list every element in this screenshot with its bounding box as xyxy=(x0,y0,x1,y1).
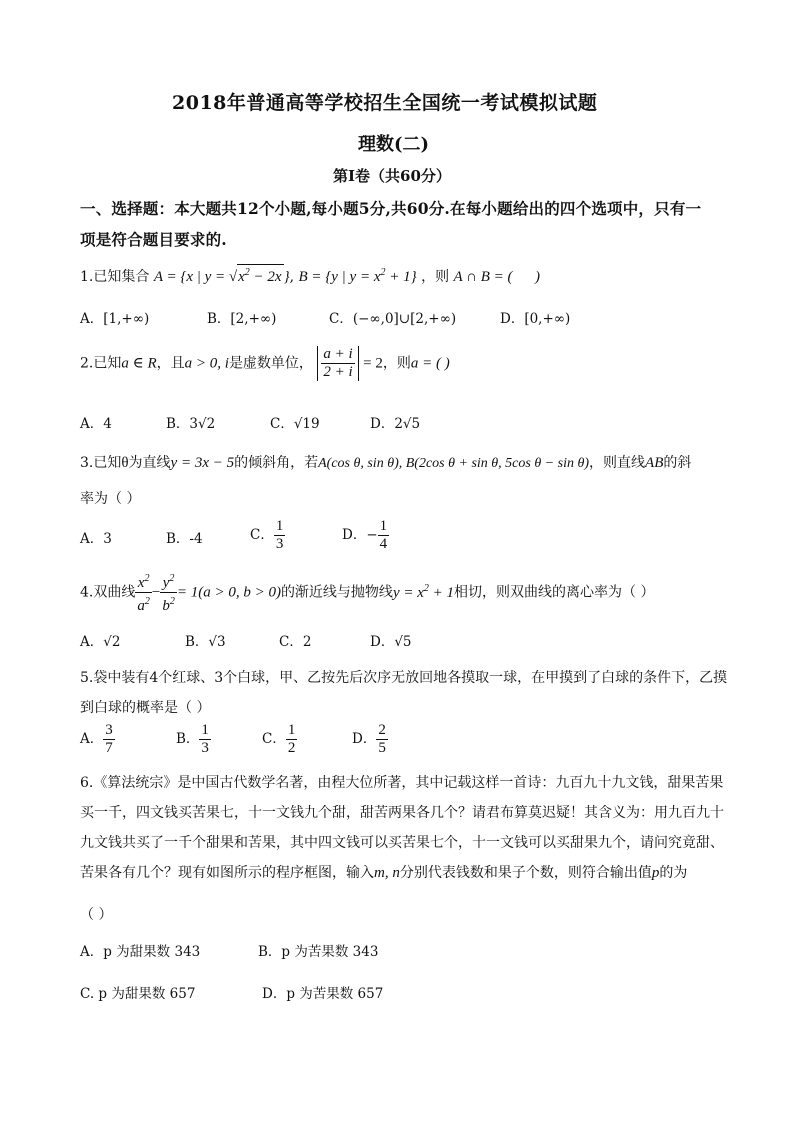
q3-text-e: 的斜 xyxy=(663,455,692,471)
q2-option-b: B．3√2 xyxy=(166,416,216,432)
q4-frac-x: $\frac{x^2}{a^2}$ xyxy=(135,570,152,615)
q1-option-a: A．[1,+∞) xyxy=(80,311,150,327)
q6-p: p xyxy=(651,865,660,881)
question-5-line2: 到白球的概率是（ ） xyxy=(80,700,211,716)
q3-option-b: B．-4 xyxy=(166,531,203,547)
q4-hyperbola-cond: = 1(a > 0, b > 0) xyxy=(176,584,281,601)
question-6-line1: 6.《算法统宗》是中国古代数学名著，由程大位所著，其中记载这样一首诗：九百九十九文钱，甜果苦果 xyxy=(80,775,724,791)
question-6-line4 xyxy=(80,862,687,882)
q3-option-d: D．− $\frac{1}{4}$ xyxy=(342,518,388,552)
q1-option-d: D．[0,+∞) xyxy=(500,311,571,327)
exam-title: 2018年普通高等学校招生全国统一考试模拟试题 xyxy=(172,92,598,114)
q2-cond2: a > 0, i xyxy=(184,355,229,372)
q4-parabola: $y = x^2 + 1$ xyxy=(392,582,454,601)
question-3-stem xyxy=(80,452,691,472)
volume-heading: 第Ⅰ卷（共60分） xyxy=(333,167,451,185)
q6-text-a: 苦果各有几个？现有如图所示的程序框图，输入 xyxy=(80,865,374,881)
q4-frac-y: $\frac{y^2}{b^2}$ xyxy=(160,570,177,615)
question-6-line3: 九文钱共买了一千个甜果和苦果，其中四文钱可以买苦果七个，十一文钱可以买甜果九个，请问究竟甜、 xyxy=(80,835,724,851)
q2-text-b: ，且 xyxy=(156,355,185,372)
q2-option-a: A．4 xyxy=(80,416,112,432)
q3-text-b: 为直线 xyxy=(128,455,171,471)
q5-option-d: D． $\frac{2}{5}$ xyxy=(352,722,386,756)
question-1-stem: 1.已知集合 A = {x | $y = √x^2 - 2x$ }, B = {y | $y = x^2 + 1$} ，则 A ∩ B = ( ) xyxy=(80,264,540,286)
q6-text-b: 分别代表钱数和果子个数，则符合输出值 xyxy=(399,865,652,881)
question-5-line1: 5.袋中装有4个红球、3个白球，甲、乙按先后次序无放回地各摸取一球，在甲摸到了白球的条件下，乙摸 xyxy=(80,670,728,686)
question-2-stem xyxy=(80,346,450,381)
q3-line: y = 3x − 5 xyxy=(170,455,235,471)
q2-option-c: C．√19 xyxy=(270,416,320,432)
q1-option-c: C．(−∞,0]∪[2,+∞) xyxy=(329,311,457,327)
q4-option-b: B．√3 xyxy=(185,634,226,650)
q1-expr: A ∩ B = ( ) xyxy=(453,269,541,285)
q2-text-a: 2.已知 xyxy=(80,355,122,372)
q2-text-d: ，则 xyxy=(382,355,411,372)
q2-frac-den: 2 + i xyxy=(323,364,353,380)
q3-points: A(cos θ, sin θ), B(2cos θ + sin θ, 5cos θ − sin θ) xyxy=(318,456,590,471)
question-3-line2: 率为（ ） xyxy=(80,491,141,507)
q6-option-b: B．p 为苦果数 343 xyxy=(258,944,379,960)
q1-option-b: B．[2,+∞) xyxy=(207,311,277,327)
q4-option-c: C．2 xyxy=(279,634,312,650)
q4-option-a: A．√2 xyxy=(80,634,121,650)
q1-set-a: A = {x | $y = √x^2 - 2x$ } xyxy=(154,269,290,285)
q5-option-a: A． $\frac{3}{7}$ xyxy=(80,722,113,756)
exam-subtitle: 理数(二) xyxy=(358,134,430,155)
q1-text-b: ，则 xyxy=(421,269,450,285)
q6-text-c: 的为 xyxy=(659,865,688,881)
q3-theta: θ xyxy=(121,455,129,471)
question-6-line5: （ ） xyxy=(80,907,113,923)
q3-text-d: ，则直线 xyxy=(589,455,646,471)
q2-cond1: a ∈ R xyxy=(121,355,157,372)
q3-text-a: 3.已知 xyxy=(80,455,122,471)
q4-text-b: 的渐近线与抛物线 xyxy=(280,584,393,601)
q2-abs-fraction xyxy=(317,346,358,381)
q2-ask: a = ( ) xyxy=(410,355,450,372)
q6-mn: m, n xyxy=(374,865,400,881)
q4-text-a: 4.双曲线 xyxy=(80,584,136,601)
q4-option-d: D．√5 xyxy=(370,634,412,650)
q2-frac-num: a + i xyxy=(323,346,353,362)
q3-option-a: A．3 xyxy=(80,531,112,547)
q2-option-d: D．2√5 xyxy=(370,416,421,432)
question-6-line2: 买一千，四文钱买苦果七，十一文钱九个甜，甜苦两果各几个？请君布算莫迟疑！其含义为：用九百九十 xyxy=(80,805,724,821)
q6-option-c: C. p 为甜果数 657 xyxy=(80,986,196,1002)
q5-option-b: B． $\frac{1}{3}$ xyxy=(176,722,209,756)
q3-text-c: 的倾斜角，若 xyxy=(234,455,319,471)
q3-option-c: C． $\frac{1}{3}$ xyxy=(250,518,284,552)
question-4-stem: 4.双曲线 $\frac{x^2}{a^2}$ − $\frac{y^2}{b^2}$ = 1(a > 0, b > 0)的渐近线与抛物线$y = x^2 + 1$相切，则双曲线的离心率为（ ） xyxy=(80,570,654,615)
q1-set-b: B = {y | $y = x^2 + 1$} xyxy=(298,267,417,285)
section-heading-line2: 项是符合题目要求的. xyxy=(80,230,227,249)
q1-text-a: 1.已知集合 xyxy=(80,269,150,285)
q2-text-c: 是虚数单位， xyxy=(228,355,313,372)
q6-option-a: A．p 为甜果数 343 xyxy=(80,944,201,960)
q2-eq: = 2 xyxy=(363,355,383,372)
section-heading-line1: 一、选择题：本大题共12个小题,每小题5分,共60分.在每小题给出的四个选项中，只有一 xyxy=(80,199,702,218)
q4-text-c: 相切，则双曲线的离心率为（ ） xyxy=(454,584,655,601)
q6-option-d: D．p 为苦果数 657 xyxy=(262,986,384,1002)
q3-ab: AB xyxy=(645,455,664,471)
q5-option-c: C． $\frac{1}{2}$ xyxy=(262,722,296,756)
